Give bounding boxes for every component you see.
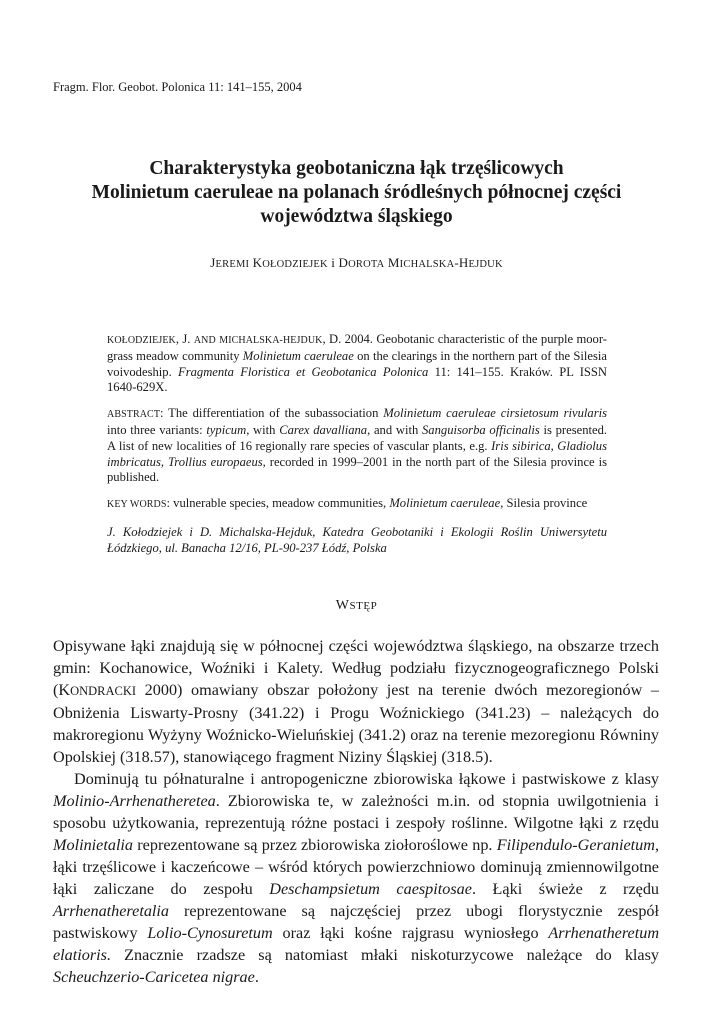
journal-reference: Fragm. Flor. Geobot. Polonica 11: 141–155, 2004 [53,80,302,94]
abstract-text: ABSTRACT: The differentiation of the subassociation Molinietum caeruleae cirsietosum rivularis into three variants: typicum, with Carex davalliana, and with Sanguisorba officinalis is presented. A list of new localities of 16 regionally rare species of vascular plants, e.g. Iris sibirica, Gladiolus imbricatus, Trollius europaeus, recorded in 1999–2001 in the north part of the Silesia province is published. [107,406,608,485]
body-text [53,635,659,988]
title-line-2: Molinietum caeruleae na polanach śródleśnych północnej części [91,182,622,203]
article-title [60,157,653,229]
title-line-3: województwa śląskiego [260,206,453,227]
paragraph-1: Opisywane łąki znajdują się w północnej części województwa śląskiego, na obszarze trzech gmin: Kochanowice, Woźniki i Kalety. Według podziału fizycznogeograficznego Polski (KONDRACKI 2000) omawiany obszar położony jest na terenie dwóch mezoregionów – Obniżenia Liswarty-Prosny (341.22) i Progu Woźnickiego (341.23) – należących do makroregionu Wyżyny Woźnicko-Wieluńskiej (341.2) oraz na terenie mezoregionu Równiny Opolskiej (318.57), stanowiącego fragment Niziny Śląskiej (318.5). [53,637,659,766]
abstract-block [107,332,607,567]
citation: KOŁODZIEJEK, J. AND MICHALSKA-HEJDUK, D. 2004. Geobotanic characteristic of the purple moor-grass meadow community Molinietum caeruleae on the clearings in the northern part of the Silesia voivodeship. Fragmenta Floristica et Geobotanica Polonica 11: 141–155. Kraków. PL ISSN 1640-629X. [107,332,607,395]
section-heading: WSTĘP [335,598,378,613]
affiliation: J. Kołodziejek i D. Michalska-Hejduk, Katedra Geobotaniki i Ekologii Roślin Uniwersytetu Łódzkiego, ul. Banacha 12/16, PL-90-237 Łódź, Polska [107,524,607,555]
author-line: JEREMI KOŁODZIEJEK i DOROTA MICHALSKA-HEJDUK [210,255,503,270]
keywords: KEY WORDS: vulnerable species, meadow communities, Molinietum caeruleae, Silesia province [107,496,588,511]
title-line-1: Charakterystyka geobotaniczna łąk trzęślicowych [149,158,564,179]
paragraph-2: Dominują tu półnaturalne i antropogeniczne zbiorowiska łąkowe i pastwiskowe z klasy Molinio-Arrhenatheretea. Zbiorowiska te, w zależności m.in. od stopnia uwilgotnienia i sposobu użytkowania, reprezentują różne postaci i zespoły roślinne. Wilgotne łąki z rzędu Molinietalia reprezentowane są przez zbiorowiska ziołoroślowe np. Filipendulo-Geranietum, łąki trzęślicowe i kaczeńcowe – wśród których powierzchniowo dominują zmiennowilgotne łąki zaliczane do zespołu Deschampsietum caespitosae. Łąki świeże z rzędu Arrhenatheretalia reprezentowane są najczęściej przez ubogi florystycznie zespół pastwiskowy Lolio-Cynosuretum oraz łąki kośne rajgrasu wyniosłego Arrhenatheretum elatioris. Znacznie rzadsze są natomiast młaki niskoturzycowe należące do klasy Scheuchzerio-Caricetea nigrae. [53,770,660,986]
